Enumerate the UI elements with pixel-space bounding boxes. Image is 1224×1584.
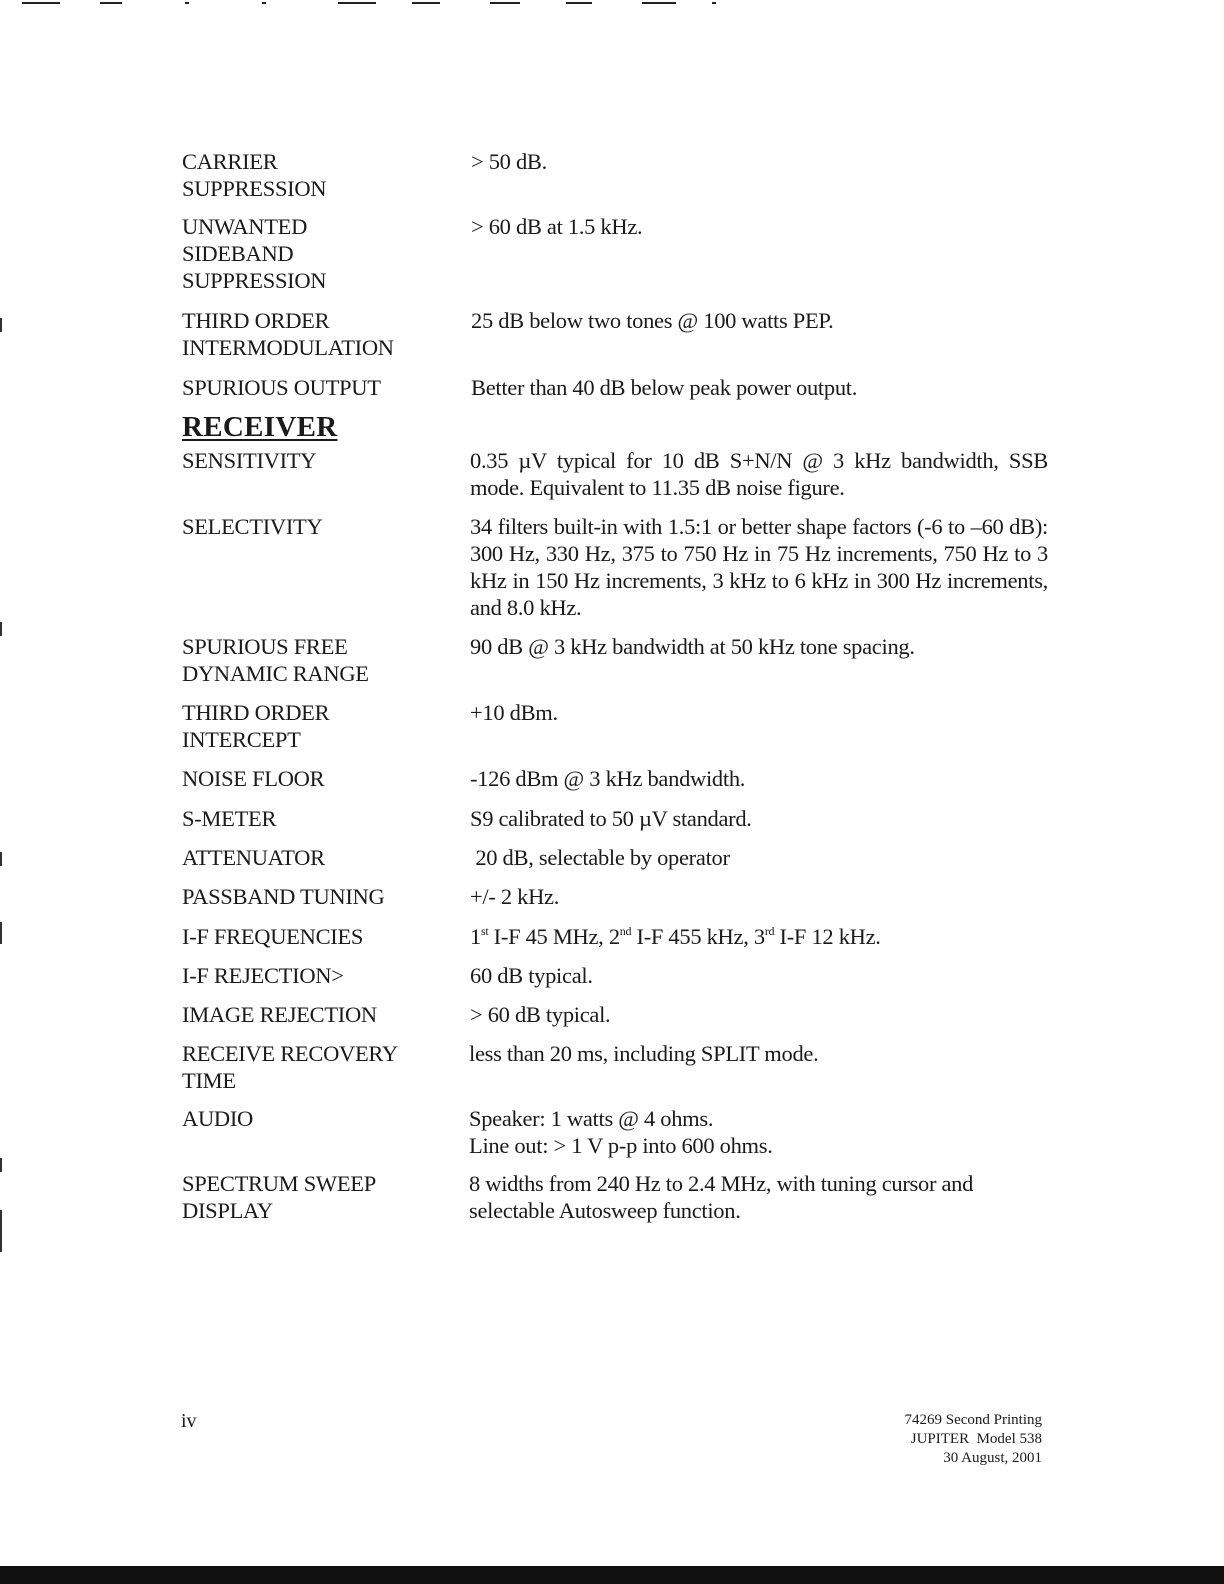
spec-label: AUDIO (182, 1106, 253, 1131)
spec-label: CARRIER SUPPRESSION (182, 149, 327, 201)
page-number: iv (181, 1410, 197, 1432)
spec-label: SENSITIVITY (182, 448, 317, 473)
spec-value: +/- 2 kHz. (470, 884, 560, 909)
spec-label: SPURIOUS FREE DYNAMIC RANGE (182, 634, 369, 686)
if-1-ordinal: st (480, 924, 489, 938)
spec-label: RECEIVE RECOVERY TIME (182, 1041, 398, 1093)
scan-edge-mark (0, 852, 2, 866)
scan-edge-mark (0, 622, 2, 636)
scan-edge-mark (0, 922, 2, 944)
spec-label: NOISE FLOOR (182, 766, 325, 791)
spec-label: THIRD ORDER INTERCEPT (182, 700, 330, 752)
scan-mark (338, 2, 376, 4)
scan-mark (22, 2, 60, 4)
spec-value: -126 dBm @ 3 kHz bandwidth. (470, 766, 746, 791)
spec-value: > 60 dB typical. (470, 1002, 611, 1027)
if-2-ordinal: nd (619, 924, 632, 938)
if-3-number: 3 (753, 924, 765, 949)
spec-label: SELECTIVITY (182, 514, 323, 539)
if-1-number: 1 (470, 924, 481, 949)
if-2-text: I-F 455 kHz, (631, 924, 754, 949)
scan-mark (642, 2, 676, 4)
spec-value: 90 dB @ 3 kHz bandwidth at 50 kHz tone spacing. (470, 634, 915, 659)
if-1-text: I-F 45 MHz, (488, 924, 609, 949)
scan-mark (490, 2, 520, 4)
footer-date: 30 August, 2001 (943, 1450, 1042, 1466)
spec-label: UNWANTED SIDEBAND SUPPRESSION (182, 214, 327, 293)
spec-value: 60 dB typical. (470, 963, 593, 988)
spec-label: SPECTRUM SWEEP DISPLAY (182, 1171, 376, 1223)
scan-mark (412, 2, 440, 4)
spec-value (469, 1105, 1047, 1159)
scan-artifact-bottom (0, 1566, 1224, 1584)
if-3-text: I-F 12 kHz. (774, 924, 881, 949)
scan-edge-mark (0, 1210, 2, 1252)
spec-value: S9 calibrated to 50 µV standard. (470, 806, 752, 831)
scan-artifact-top (0, 0, 1224, 8)
spec-value: 20 dB, selectable by operator (470, 845, 730, 870)
scan-mark (100, 2, 122, 4)
spec-value: 25 dB below two tones @ 100 watts PEP. (471, 308, 834, 333)
if-3-ordinal: rd (764, 924, 775, 938)
spec-value: Better than 40 dB below peak power output. (471, 375, 858, 400)
spec-value: > 50 dB. (471, 149, 547, 174)
footer-info (905, 1411, 1043, 1468)
footer-printing: 74269 Second Printing (904, 1412, 1042, 1428)
scan-mark (566, 2, 592, 4)
spec-value: 0.35 µV typical for 10 dB S+N/N @ 3 kHz bandwidth, SSB mode. Equivalent to 11.35 dB noise figure. (470, 448, 1048, 500)
spec-value: +10 dBm. (470, 700, 558, 725)
spec-label: IMAGE REJECTION (182, 1002, 377, 1027)
section-heading-receiver: RECEIVER (182, 411, 338, 443)
footer-model: JUPITER Model 538 (910, 1431, 1042, 1447)
scan-mark (262, 2, 266, 4)
scan-mark (712, 2, 716, 4)
audio-speaker-line: Speaker: 1 watts @ 4 ohms. (469, 1106, 714, 1131)
spec-label: PASSBAND TUNING (182, 884, 385, 909)
spec-label: I-F FREQUENCIES (182, 924, 364, 949)
spec-value: less than 20 ms, including SPLIT mode. (469, 1041, 819, 1066)
spec-label: I-F REJECTION> (182, 963, 344, 988)
spec-value: 34 filters built-in with 1.5:1 or better shape factors (-6 to –60 dB): 300 Hz, 330 Hz, 375 to 750 Hz in 75 Hz increments, 750 Hz to 3 kHz in 150 Hz increments, 3 kHz to 6 kHz in 300 Hz increments, and 8.0 kHz. (470, 514, 1048, 620)
scan-mark (185, 2, 189, 4)
spec-value (470, 923, 1048, 950)
spec-label: S-METER (182, 806, 277, 831)
spec-label: SPURIOUS OUTPUT (182, 375, 381, 400)
spec-label: ATTENUATOR (182, 845, 325, 870)
scan-edge-mark (0, 318, 2, 332)
scan-edge-mark (0, 1158, 2, 1172)
spec-value: > 60 dB at 1.5 kHz. (471, 214, 643, 239)
spec-label: THIRD ORDER INTERMODULATION (182, 308, 394, 360)
audio-line-out-line: Line out: > 1 V p-p into 600 ohms. (469, 1133, 773, 1158)
spec-value: 8 widths from 240 Hz to 2.4 MHz, with tuning cursor and selectable Autosweep function. (469, 1171, 974, 1223)
if-2-number: 2 (608, 924, 620, 949)
